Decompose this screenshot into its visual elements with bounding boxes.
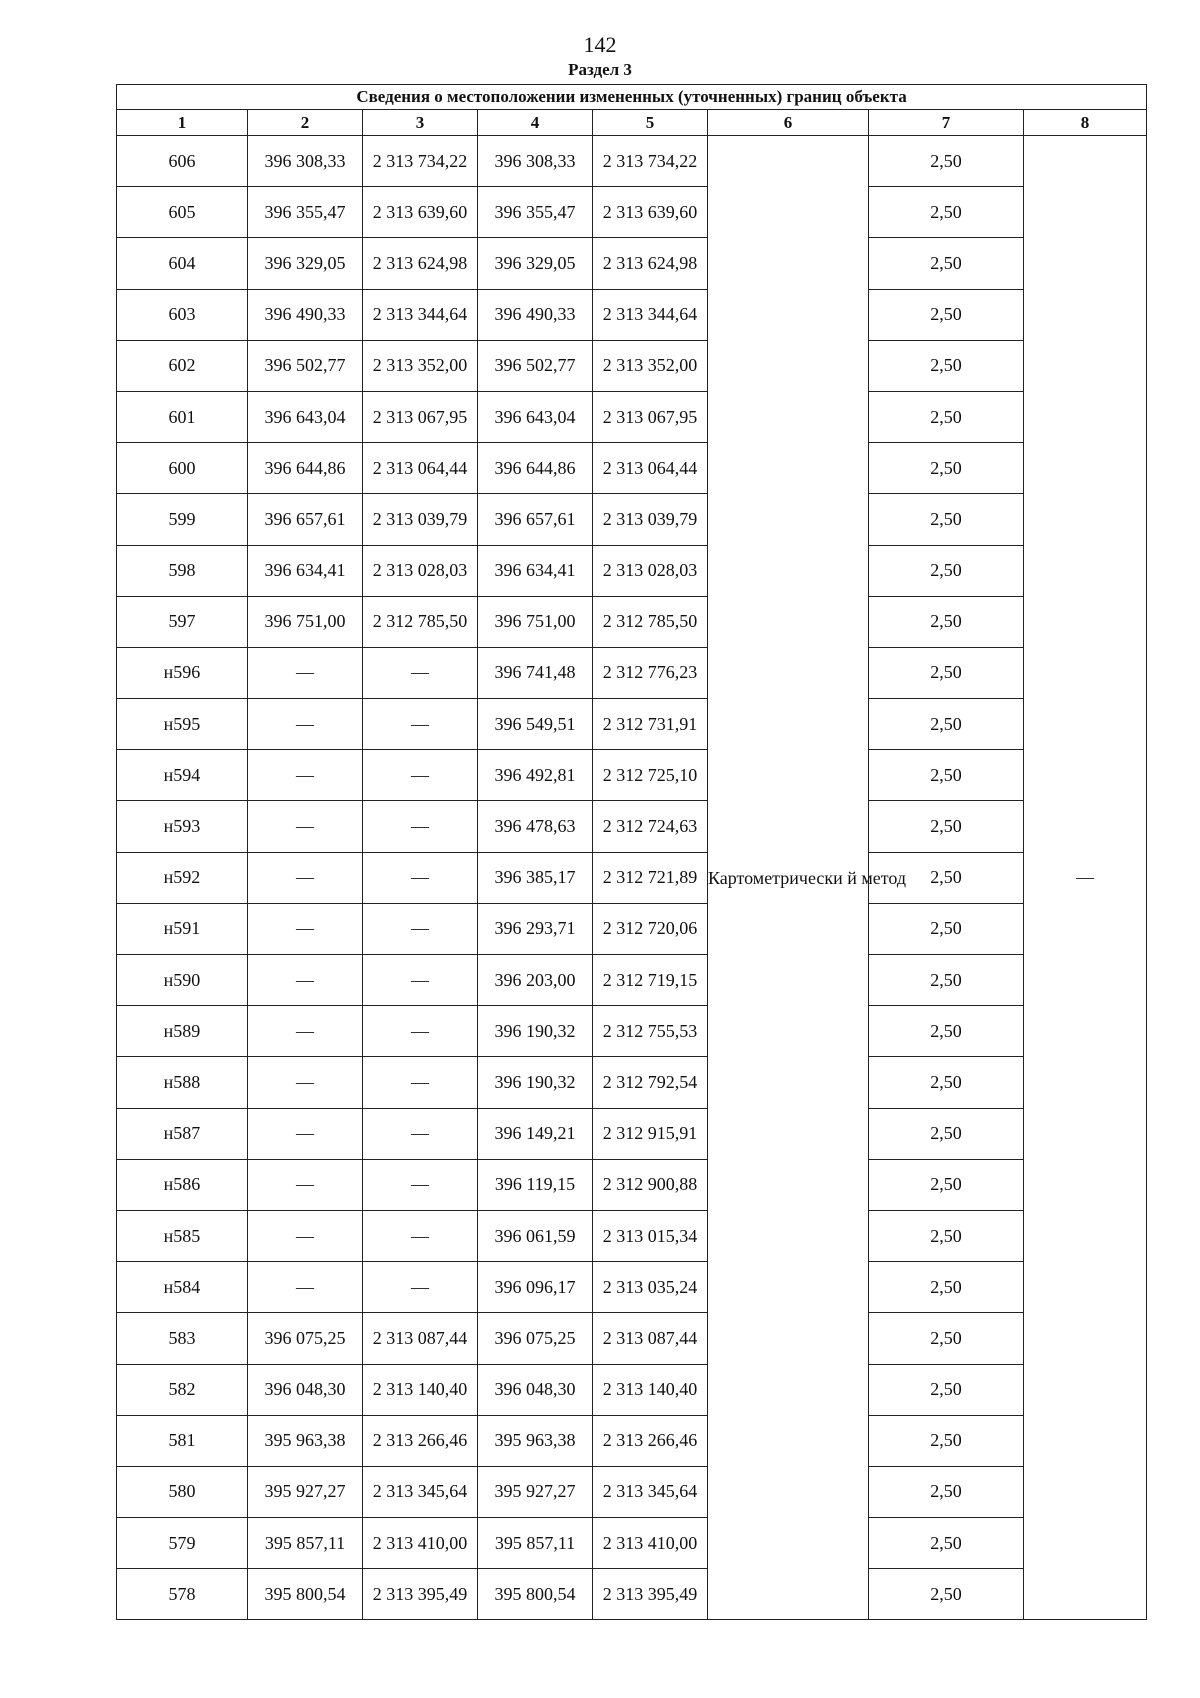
cell-point: н589 [117,1006,248,1057]
cell-y-old: 2 313 639,60 [363,187,478,238]
cell-x-new: 395 857,11 [478,1518,593,1569]
cell-accuracy: 2,50 [869,852,1024,903]
cell-x-old: — [248,1159,363,1210]
cell-y-old: — [363,699,478,750]
table-row [117,699,1147,750]
cell-x-old: — [248,1108,363,1159]
cell-accuracy: 2,50 [869,1108,1024,1159]
cell-x-old: — [248,1006,363,1057]
table-row [117,1006,1147,1057]
cell-accuracy: 2,50 [869,647,1024,698]
cell-x-old: 396 657,61 [248,494,363,545]
column-number-row [117,110,1147,136]
cell-x-new: 396 075,25 [478,1313,593,1364]
cell-point: 578 [117,1569,248,1620]
cell-point: 606 [117,136,248,187]
cell-x-old: — [248,1262,363,1313]
cell-x-old: — [248,852,363,903]
cell-y-new: 2 313 344,64 [593,289,708,340]
cell-y-old: — [363,1159,478,1210]
cell-y-new: 2 312 755,53 [593,1006,708,1057]
cell-x-old: — [248,801,363,852]
cell-y-new: 2 312 776,23 [593,647,708,698]
table-row [117,1569,1147,1620]
cell-x-new: 396 203,00 [478,955,593,1006]
cell-y-old: 2 312 785,50 [363,596,478,647]
cell-x-new: 396 490,33 [478,289,593,340]
cell-x-new: 396 644,86 [478,443,593,494]
cell-point: 599 [117,494,248,545]
cell-y-new: 2 312 731,91 [593,699,708,750]
cell-x-old: 395 963,38 [248,1415,363,1466]
cell-accuracy: 2,50 [869,1569,1024,1620]
cell-y-new: 2 313 140,40 [593,1364,708,1415]
cell-y-new: 2 313 266,46 [593,1415,708,1466]
cell-x-new: 396 634,41 [478,545,593,596]
cell-accuracy: 2,50 [869,1518,1024,1569]
cell-y-new: 2 312 915,91 [593,1108,708,1159]
cell-point: 597 [117,596,248,647]
cell-x-new: 396 741,48 [478,647,593,698]
cell-point: 604 [117,238,248,289]
cell-y-new: 2 312 721,89 [593,852,708,903]
cell-accuracy: 2,50 [869,238,1024,289]
cell-y-new: 2 312 720,06 [593,903,708,954]
cell-point: н595 [117,699,248,750]
cell-y-old: — [363,1262,478,1313]
table-row [117,596,1147,647]
cell-point: 605 [117,187,248,238]
cell-point: н596 [117,647,248,698]
cell-y-old: 2 313 352,00 [363,340,478,391]
cell-x-new: 395 927,27 [478,1466,593,1517]
table-row [117,340,1147,391]
cell-x-new: 396 643,04 [478,391,593,442]
table-row [117,1108,1147,1159]
cell-point: н592 [117,852,248,903]
cell-accuracy: 2,50 [869,955,1024,1006]
cell-accuracy: 2,50 [869,801,1024,852]
cell-point: 600 [117,443,248,494]
cell-y-new: 2 313 015,34 [593,1210,708,1261]
cell-y-old: — [363,1006,478,1057]
table-row [117,1518,1147,1569]
cell-x-new: 396 190,32 [478,1006,593,1057]
cell-x-old: 396 355,47 [248,187,363,238]
cell-x-old: 396 329,05 [248,238,363,289]
cell-accuracy: 2,50 [869,750,1024,801]
cell-point: 603 [117,289,248,340]
column-number: 2 [248,110,363,136]
cell-y-old: 2 313 345,64 [363,1466,478,1517]
cell-y-old: 2 313 067,95 [363,391,478,442]
cell-x-old: 396 643,04 [248,391,363,442]
cell-accuracy: 2,50 [869,1313,1024,1364]
cell-accuracy: 2,50 [869,596,1024,647]
cell-x-new: 396 478,63 [478,801,593,852]
column-number: 7 [869,110,1024,136]
column-number: 1 [117,110,248,136]
table-row [117,289,1147,340]
cell-accuracy: 2,50 [869,699,1024,750]
cell-point: н593 [117,801,248,852]
cell-y-new: 2 313 345,64 [593,1466,708,1517]
cell-x-old: 395 800,54 [248,1569,363,1620]
cell-x-new: 396 308,33 [478,136,593,187]
cell-accuracy: 2,50 [869,1466,1024,1517]
cell-y-new: 2 312 785,50 [593,596,708,647]
table-row [117,647,1147,698]
cell-y-new: 2 313 067,95 [593,391,708,442]
cell-x-old: 396 644,86 [248,443,363,494]
cell-accuracy: 2,50 [869,340,1024,391]
cell-y-new: 2 312 719,15 [593,955,708,1006]
cell-y-new: 2 313 035,24 [593,1262,708,1313]
cell-y-old: 2 313 266,46 [363,1415,478,1466]
cell-accuracy: 2,50 [869,903,1024,954]
cell-point: 602 [117,340,248,391]
cell-point: 583 [117,1313,248,1364]
cell-y-old: 2 313 140,40 [363,1364,478,1415]
cell-y-old: — [363,750,478,801]
cell-y-old: 2 313 087,44 [363,1313,478,1364]
cell-x-old: — [248,750,363,801]
cell-x-old: 396 048,30 [248,1364,363,1415]
cell-accuracy: 2,50 [869,1057,1024,1108]
cell-x-old: 395 857,11 [248,1518,363,1569]
table-row [117,1262,1147,1313]
column-number: 8 [1024,110,1147,136]
cell-point: н588 [117,1057,248,1108]
table-row [117,1364,1147,1415]
cell-x-new: 396 329,05 [478,238,593,289]
cell-accuracy: 2,50 [869,443,1024,494]
cell-y-old: 2 313 734,22 [363,136,478,187]
cell-y-new: 2 313 410,00 [593,1518,708,1569]
cell-y-new: 2 313 624,98 [593,238,708,289]
cell-y-old: — [363,1057,478,1108]
table-row [117,801,1147,852]
cell-y-old: 2 313 395,49 [363,1569,478,1620]
cell-x-old: — [248,1057,363,1108]
cell-x-old: 396 490,33 [248,289,363,340]
cell-x-new: 396 657,61 [478,494,593,545]
cell-accuracy: 2,50 [869,494,1024,545]
table-row [117,238,1147,289]
table-row [117,955,1147,1006]
cell-accuracy: 2,50 [869,1006,1024,1057]
cell-accuracy: 2,50 [869,187,1024,238]
cell-x-old: 396 075,25 [248,1313,363,1364]
table-row [117,1466,1147,1517]
cell-accuracy: 2,50 [869,1364,1024,1415]
cell-x-new: 395 963,38 [478,1415,593,1466]
table-row [117,443,1147,494]
cell-point: 582 [117,1364,248,1415]
cell-x-old: 396 751,00 [248,596,363,647]
cell-y-old: 2 313 028,03 [363,545,478,596]
cell-x-old: — [248,699,363,750]
table-row [117,1415,1147,1466]
table-row [117,750,1147,801]
table-row [117,494,1147,545]
table-title: Сведения о местоположении измененных (уточненных) границ объекта [117,85,1147,110]
table-row [117,1313,1147,1364]
cell-y-old: 2 313 064,44 [363,443,478,494]
cell-x-old: 396 502,77 [248,340,363,391]
table-row [117,545,1147,596]
cell-x-old: — [248,1210,363,1261]
boundary-table [116,84,1147,1620]
cell-x-new: 396 061,59 [478,1210,593,1261]
cell-x-old: 395 927,27 [248,1466,363,1517]
cell-point: 579 [117,1518,248,1569]
cell-x-new: 396 149,21 [478,1108,593,1159]
cell-y-new: 2 313 352,00 [593,340,708,391]
cell-x-old: 396 308,33 [248,136,363,187]
table-row [117,391,1147,442]
cell-y-new: 2 313 395,49 [593,1569,708,1620]
cell-x-old: — [248,903,363,954]
cell-accuracy: 2,50 [869,545,1024,596]
cell-y-new: 2 313 639,60 [593,187,708,238]
cell-y-old: — [363,801,478,852]
cell-x-new: 396 549,51 [478,699,593,750]
cell-accuracy: 2,50 [869,1210,1024,1261]
cell-x-new: 395 800,54 [478,1569,593,1620]
cell-y-old: — [363,1210,478,1261]
method-cell: Картометрически й метод [708,136,869,1620]
cell-x-new: 396 355,47 [478,187,593,238]
cell-point: 580 [117,1466,248,1517]
cell-point: н584 [117,1262,248,1313]
section-title: Раздел 3 [568,60,632,79]
cell-y-new: 2 312 900,88 [593,1159,708,1210]
cell-y-old: 2 313 624,98 [363,238,478,289]
cell-y-old: — [363,903,478,954]
cell-accuracy: 2,50 [869,391,1024,442]
table-row [117,187,1147,238]
cell-y-new: 2 312 724,63 [593,801,708,852]
cell-point: 581 [117,1415,248,1466]
cell-y-old: — [363,955,478,1006]
cell-y-old: — [363,1108,478,1159]
cell-point: н587 [117,1108,248,1159]
cell-y-old: 2 313 344,64 [363,289,478,340]
cell-x-old: — [248,955,363,1006]
table-row [117,852,1147,903]
cell-x-new: 396 119,15 [478,1159,593,1210]
cell-x-new: 396 502,77 [478,340,593,391]
cell-accuracy: 2,50 [869,289,1024,340]
cell-x-new: 396 048,30 [478,1364,593,1415]
cell-y-new: 2 313 734,22 [593,136,708,187]
table-row [117,903,1147,954]
cell-accuracy: 2,50 [869,1159,1024,1210]
cell-x-new: 396 492,81 [478,750,593,801]
table-body [117,136,1147,1620]
cell-accuracy: 2,50 [869,136,1024,187]
cell-x-new: 396 385,17 [478,852,593,903]
cell-y-old: — [363,647,478,698]
column8-cell: — [1024,136,1147,1620]
cell-x-old: — [248,647,363,698]
table-row [117,1210,1147,1261]
cell-y-new: 2 313 039,79 [593,494,708,545]
cell-y-new: 2 312 792,54 [593,1057,708,1108]
column-number: 3 [363,110,478,136]
column-number: 5 [593,110,708,136]
cell-point: н594 [117,750,248,801]
table-row [117,1057,1147,1108]
table-row [117,1159,1147,1210]
cell-x-new: 396 096,17 [478,1262,593,1313]
cell-accuracy: 2,50 [869,1415,1024,1466]
cell-x-new: 396 293,71 [478,903,593,954]
cell-y-old: 2 313 039,79 [363,494,478,545]
cell-point: 601 [117,391,248,442]
cell-y-old: — [363,852,478,903]
table-row [117,136,1147,187]
cell-y-new: 2 313 087,44 [593,1313,708,1364]
cell-y-new: 2 312 725,10 [593,750,708,801]
cell-point: н591 [117,903,248,954]
cell-point: 598 [117,545,248,596]
cell-y-old: 2 313 410,00 [363,1518,478,1569]
column-number: 6 [708,110,869,136]
column-number: 4 [478,110,593,136]
cell-point: н585 [117,1210,248,1261]
cell-accuracy: 2,50 [869,1262,1024,1313]
cell-y-new: 2 313 028,03 [593,545,708,596]
page-number: 142 [583,32,617,57]
cell-point: н590 [117,955,248,1006]
cell-y-new: 2 313 064,44 [593,443,708,494]
cell-x-old: 396 634,41 [248,545,363,596]
cell-x-new: 396 190,32 [478,1057,593,1108]
cell-x-new: 396 751,00 [478,596,593,647]
cell-point: н586 [117,1159,248,1210]
